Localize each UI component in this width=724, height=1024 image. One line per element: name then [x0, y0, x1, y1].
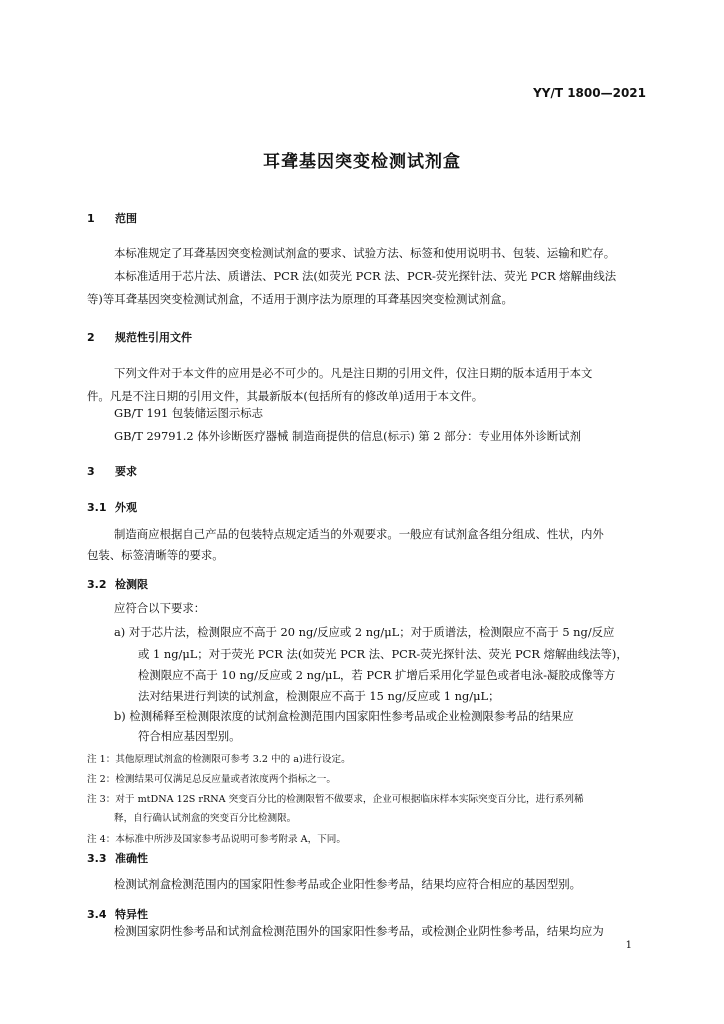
paragraph-line: 包装、标签清晰等的要求。 [87, 548, 224, 562]
section-title: 要求 [115, 465, 137, 478]
section-number: 3 [87, 465, 95, 478]
reference-item: GB/T 191 包装储运图示标志 [114, 406, 264, 420]
paragraph-line: 本标准规定了耳聋基因突变检测试剂盒的要求、试验方法、标签和使用说明书、包装、运输和贮存。 [114, 246, 616, 260]
section-title: 检测限 [115, 578, 148, 591]
section-title: 规范性引用文件 [115, 331, 192, 344]
note-4: 注 4：本标准中所涉及国家参考品说明可参考附录 A，下同。 [87, 834, 346, 845]
section-number: 2 [87, 331, 95, 344]
section-title: 特异性 [115, 908, 148, 921]
paragraph-line: 检测试剂盒检测范围内的国家阳性参考品或企业阳性参考品，结果均应符合相应的基因型别。 [114, 877, 582, 891]
note-2: 注 2：检测结果可仅满足总反应量或者浓度两个指标之一。 [87, 774, 336, 785]
page-number: 1 [625, 940, 632, 951]
list-item-a: a) 对于芯片法，检测限应不高于 20 ng/反应或 2 ng/μL；对于质谱法，检测限应不高于 5 ng/反应 [114, 625, 615, 639]
section-number: 1 [87, 212, 95, 225]
note-3-continuation: 释，自行确认试剂盒的突变百分比检测限。 [114, 813, 297, 824]
paragraph-line: 检测国家阴性参考品和试剂盒检测范围外的国家阳性参考品，或检测企业阴性参考品，结果均应为 [114, 924, 604, 938]
document-title: 耳聋基因突变检测试剂盒 [263, 152, 461, 172]
list-item-b: b) 检测稀释至检测限浓度的试剂盒检测范围内国家阳性参考品或企业检测限参考品的结果应 [114, 709, 574, 723]
paragraph-line: 件。凡是不注日期的引用文件，其最新版本(包括所有的修改单)适用于本文件。 [87, 389, 484, 403]
section-number: 3.3 [87, 852, 107, 865]
note-1: 注 1：其他原理试剂盒的检测限可参考 3.2 中的 a)进行设定。 [87, 754, 351, 765]
section-3-4-heading [87, 906, 148, 922]
section-3-2-heading [87, 576, 148, 592]
paragraph-line: 等)等耳聋基因突变检测试剂盒，不适用于测序法为原理的耳聋基因突变检测试剂盒。 [87, 292, 513, 306]
section-title: 准确性 [115, 852, 148, 865]
section-3-1-heading [87, 499, 137, 515]
section-number: 3.4 [87, 908, 107, 921]
document-number: YY/T 1800—2021 [533, 86, 646, 100]
note-3: 注 3：对于 mtDNA 12S rRNA 突变百分比的检测限暂不做要求，企业可根据临床样本实际突变百分比，进行系列稀 [87, 794, 584, 805]
section-1-heading [87, 210, 137, 226]
list-item-continuation: 检测限应不高于 10 ng/反应或 2 ng/μL，若 PCR 扩增后采用化学显色或者电泳-凝胶成像等方 [138, 668, 616, 682]
section-3-heading [87, 463, 137, 479]
list-item-continuation: 或 1 ng/μL；对于荧光 PCR 法(如荧光 PCR 法、PCR-荧光探针法、荧光 PCR 熔解曲线法等)， [138, 647, 628, 661]
section-2-heading [87, 329, 192, 345]
paragraph-line: 应符合以下要求： [114, 601, 206, 615]
section-number: 3.2 [87, 578, 107, 591]
section-title: 外观 [115, 501, 137, 514]
list-item-continuation: 符合相应基因型别。 [138, 729, 241, 743]
paragraph-line: 下列文件对于本文件的应用是必不可少的。凡是注日期的引用文件，仅注日期的版本适用于本文 [114, 366, 593, 380]
section-3-3-heading [87, 850, 148, 866]
paragraph-line: 制造商应根据自己产品的包装特点规定适当的外观要求。一般应有试剂盒各组分组成、性状，内外 [114, 527, 604, 541]
paragraph-line: 本标准适用于芯片法、质谱法、PCR 法(如荧光 PCR 法、PCR-荧光探针法、荧光 PCR 熔解曲线法 [114, 269, 617, 283]
reference-item: GB/T 29791.2 体外诊断医疗器械 制造商提供的信息(标示) 第 2 部分：专业用体外诊断试剂 [114, 429, 581, 443]
section-title: 范围 [115, 212, 137, 225]
list-item-continuation: 法对结果进行判读的试剂盒，检测限应不高于 15 ng/反应或 1 ng/μL； [138, 689, 500, 703]
section-number: 3.1 [87, 501, 107, 514]
